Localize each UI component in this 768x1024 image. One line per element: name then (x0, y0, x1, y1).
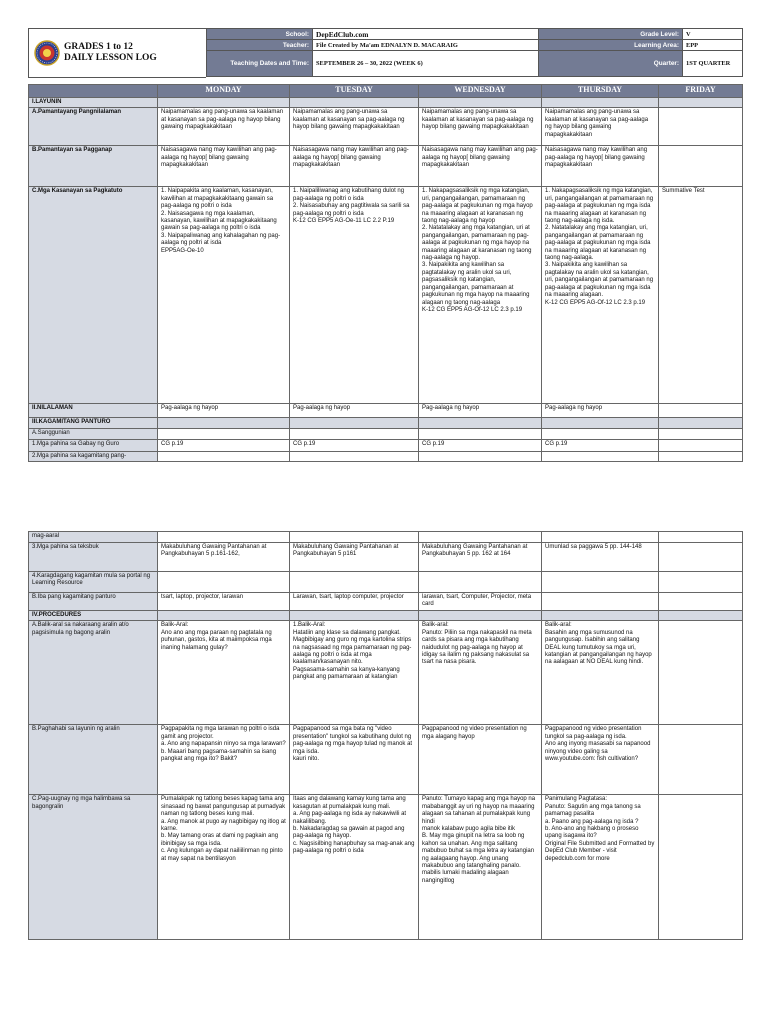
day-header-tuesday: TUESDAY (290, 85, 419, 98)
brand-block (28, 28, 206, 78)
section-cell (419, 98, 542, 108)
cell-thursday: Panimulang Pagtatasa: Panuto: Sagutin ang mga tanong sa pamamag pasalita a. Paano ang pag-aalaga ng isda ? b. Ano-ano ang hakbang o proseso upang isagawa ito? Original File Submitted and Formatted by DepEd Club Member - visit depedclub.com for more (542, 795, 659, 940)
table-row (29, 428, 743, 439)
cell-monday: 1. Naipapakita ang kaalaman, kasanayan, kawilihan at mapagkakakitaang gawain sa pag-aalaga ng poltri o isda 2. Naisasagawa ng mga kaalaman, kasanayan, kawilihan at mapagkakakitaang gawain sa pag-aalaga ng poltri o isda 3. Naipapaliwanag ang kahalagahan ng pag-aalaga ng poltri at isda EPP5AG-Oe-10 (158, 187, 290, 404)
section-cell (419, 418, 542, 428)
cell-friday (659, 543, 743, 572)
cell-thursday: Umunlad sa paggawa 5 pp. 144-148 (542, 543, 659, 572)
learning-area-value: EPP (682, 39, 743, 51)
cell-tuesday: Pagpapanood sa mga bata ng "video presentation" tungkol sa kabutihang dulot ng pag-aalaga ng mga hayop tulad ng manok at mga isda. kauri nito. (290, 725, 419, 795)
row-label: 2.Mga pahina sa kagamitang pang- (29, 451, 158, 461)
cell-thursday (542, 451, 659, 461)
cell-monday: Pag-aalaga ng hayop (158, 404, 290, 418)
cell-tuesday (290, 532, 419, 543)
cell-monday (158, 428, 290, 439)
cell-wednesday: Pag-aalaga ng hayop (419, 404, 542, 418)
teacher-value: File Created by Ma'am EDNALYN D. MACARAIG (312, 39, 539, 51)
teaching-dates-value: SEPTEMBER 26 – 30, 2022 (WEEK 6) (312, 50, 539, 77)
header-info-grid (206, 28, 742, 78)
learning-area-label: Learning Area: (538, 39, 683, 51)
cell-tuesday: Makabuluhang Gawaing Pantahanan at Pangkabuhayan 5 p161 (290, 543, 419, 572)
table-row (29, 108, 743, 146)
cell-wednesday: Makabuluhang Gawaing Pantahanan at Pangkabuhayan 5 pp. 162 at 164 (419, 543, 542, 572)
grade-level-label: Grade Level: (538, 28, 683, 40)
cell-friday (659, 146, 743, 187)
cell-friday (659, 439, 743, 451)
teacher-label: Teacher: (206, 39, 313, 51)
cell-friday (659, 404, 743, 418)
cell-friday (659, 451, 743, 461)
cell-friday (659, 108, 743, 146)
row-label: C.Mga Kasanayan sa Pagkatuto (29, 187, 158, 404)
day-header-friday: FRIDAY (659, 85, 743, 98)
cell-monday: tsart, laptop, projector, larawan (158, 593, 290, 611)
table-row (29, 146, 743, 187)
cell-thursday: Pag-aalaga ng hayop (542, 404, 659, 418)
section-cell (542, 611, 659, 621)
table-row (29, 451, 743, 461)
row-label: C.Pag-uugnay ng mga halimbawa sa bagongralin (29, 795, 158, 940)
section-cell (158, 98, 290, 108)
row-label: mag-aaral (29, 532, 158, 543)
cell-monday: Pumalakpak ng tatlong beses kapag tama ang sinasaad ng bawat pangungusap at pumadyak naman ng tatlong beses kung mali. a. Ang manok at pugo ay nagbibigay ng itlog at karne. b. May tamang oras at dami ng pagkain ang ibinibigay sa mga isda. c. Ang kulungan ay dapat nailiilinman ng pinto at may sapat na bentilasyon (158, 795, 290, 940)
title-grades: GRADES 1 to 12 (64, 42, 133, 52)
cell-friday (659, 428, 743, 439)
teaching-dates-label: Teaching Dates and Time: (206, 50, 313, 77)
lesson-table-page-2 (28, 531, 743, 940)
cell-friday (659, 572, 743, 593)
school-value: DepEdClub.com (312, 28, 539, 40)
cell-tuesday: 1. Naipaliliwanag ang kabutihang dulot ng pag-aalaga ng poltri o isda 2. Naisasabuhay ang pagtitiwala sa sarili sa pag-aalaga ng poltri o isda K-12 CG EPP5 AG-Oe-11 LC 2.2 P.19 (290, 187, 419, 404)
table-row (29, 187, 743, 404)
cell-wednesday: Naipamamalas ang pang-unawa sa kaalaman at kasanayan sa pag-aalaga ng hayop bilang gawaing mapagkakakitaan (419, 108, 542, 146)
lesson-log-page-2 (28, 531, 742, 940)
cell-thursday (542, 593, 659, 611)
quarter-value: 1ST QUARTER (682, 50, 743, 77)
table-row (29, 572, 743, 593)
cell-monday: Makabuluhang Gawaing Pantahanan at Pangkabuhayan 5 p.161-162, (158, 543, 290, 572)
cell-wednesday (419, 532, 542, 543)
cell-wednesday: Panuto: Tumayo kapag ang mga hayop na mababanggit ay uri ng hayop na maaaring alagaan sa tahanan at pumalakpak kung hindi manok kalabaw pugo agila bibe itik B. May mga ginupit na letra sa loob ng kahon sa unahan. Ang mga salitang mabubuo buhat sa mga letra ay katangian ng aalagaang hayop. Ang unang makabubuo ang tatanghaling panalo. mabilis lumaki madaling alagaan nangingitlog (419, 795, 542, 940)
section-cell (290, 98, 419, 108)
section-cell (659, 418, 743, 428)
cell-wednesday (419, 428, 542, 439)
cell-wednesday: Naisasagawa nang may kawilihan ang pag-aalaga ng hayop[ bilang gawaing mapagkakakitaan (419, 146, 542, 187)
school-label: School: (206, 28, 313, 40)
header-blank-cell (29, 85, 158, 98)
row-label: II.NILALAMAN (29, 404, 158, 418)
row-label: B.Pamantayan sa Pagganap (29, 146, 158, 187)
cell-wednesday (419, 572, 542, 593)
section-row (29, 418, 743, 428)
cell-thursday: CG p.19 (542, 439, 659, 451)
cell-thursday: Pagpapanood ng video presentation tungkol sa pag-aalaga ng isda. Ano ang inyong masasabi sa napanood ninyong video galing sa www.youtube.com: fish cultivation? (542, 725, 659, 795)
cell-monday (158, 572, 290, 593)
cell-tuesday (290, 451, 419, 461)
grade-level-value: V (682, 28, 743, 40)
cell-tuesday: Pag-aalaga ng hayop (290, 404, 419, 418)
cell-friday (659, 593, 743, 611)
day-header-thursday: THURSDAY (542, 85, 659, 98)
cell-monday: CG p.19 (158, 439, 290, 451)
section-cell (659, 611, 743, 621)
cell-tuesday (290, 428, 419, 439)
lesson-log-page-1 (28, 28, 742, 462)
table-row (29, 543, 743, 572)
cell-thursday (542, 532, 659, 543)
section-label: IV.PROCEDURES (29, 611, 158, 621)
cell-thursday (542, 428, 659, 439)
cell-tuesday: CG p.19 (290, 439, 419, 451)
cell-thursday: Naisasagawa nang may kawilihan ang pag-aalaga ng hayop[ bilang gawaing mapagkakakitaan (542, 146, 659, 187)
cell-tuesday: Larawan, tsart, laptop computer, projector (290, 593, 419, 611)
section-cell (158, 611, 290, 621)
section-row (29, 611, 743, 621)
row-label: 3.Mga pahina sa teksbuk (29, 543, 158, 572)
table-row (29, 439, 743, 451)
cell-wednesday: larawan, tsart, Computer, Projector, meta card (419, 593, 542, 611)
cell-monday (158, 451, 290, 461)
table-row (29, 404, 743, 418)
cell-wednesday: Balik-aral: Panuto: Piliin sa mga nakapaskil na meta cards sa pisara ang mga kabutihang naidudulot ng pag-aalaga ng hayop at idigay sa ilalim ng paksang nakasulat sa tsart na nasa pisara. (419, 621, 542, 725)
table-row (29, 795, 743, 940)
log-header (28, 28, 742, 78)
cell-friday (659, 725, 743, 795)
section-cell (419, 611, 542, 621)
day-header-monday: MONDAY (158, 85, 290, 98)
table-row (29, 532, 743, 543)
cell-monday: Balik-Aral: Ano ano ang mga paraan ng pagtatala ng puhunan, gastos, kita at maiimpoksa mga inaning halamang gulay? (158, 621, 290, 725)
cell-thursday: Balik-aral: Basahin ang mga sumusunod na pangungusap. Isabihin ang salitang DEAL kung tumutukoy sa mga uri, katangian at pangangailangan ng hayop na aalagaan at NO DEAL kung hindi. (542, 621, 659, 725)
row-label: A.Balik-aral sa nakaraang aralin at/o pagsisimula ng bagong aralin (29, 621, 158, 725)
row-label: A.Sanggunian (29, 428, 158, 439)
cell-friday: Summative Test (659, 187, 743, 404)
section-row (29, 98, 743, 108)
table-row (29, 725, 743, 795)
section-cell (659, 98, 743, 108)
cell-tuesday: 1.Balik-Aral: Hatatiin ang klase sa dalawang pangkat. Magbibigay ang guro ng mga kartolina strips na nagsasaad ng mga pamamaraan ng pag-aalaga ng poltri o isda at mga kaalaman/kasanayan nito. Pagsasama-samahin sa kanya-kanyang pangkat ang pamamaraan at katangian (290, 621, 419, 725)
table-row (29, 621, 743, 725)
cell-wednesday: 1. Nakapagsasaliksik ng mga katangian, uri, pangangailangan, pamamaraan ng pag-aalaga at pagkukunan ng mga hayop na maaaring alagaan at karanasan ng taong nag-aalaga ng hayop 2. Natatalakay ang mga katangian, uri at pangangailangan, pamamaraan ng pag-aalaga at pagkukunan ng mga hayop na maaaring alagaan at karanasan ng taong nag-aalaga ng hayop. 3. Naipakikita ang kawilihan sa pagtatalakay ng aralin ukol sa uri, pagsasaliksik ng katangian, pangangailangan, pamamaraan at pagkukunan ng mga hayop na maaaring alagaan ng taong nag-aalaga K-12 CG EPP5 AG-Of-12 LC 2.3 p.19 (419, 187, 542, 404)
section-cell (158, 418, 290, 428)
row-label: 1.Mga pahina sa Gabay ng Guro (29, 439, 158, 451)
section-cell (290, 418, 419, 428)
table-row (29, 593, 743, 611)
cell-tuesday: Naisasagawa nang may kawilihan ang pag-aalaga ng hayop[ bilang gawaing mapagkakakitaan (290, 146, 419, 187)
cell-monday: Pagpapakita ng mga larawan ng poltri o isda gamit ang projector. a. Ano ang napapansin ninyo sa mga larawan? b. Maaari bang pagsama-samahin sa isang pangkat ang mga ito? Bakit? (158, 725, 290, 795)
section-cell (542, 98, 659, 108)
cell-tuesday: Naipamamalas ang pang-unawa sa kaalaman at kasanayan sa pag-aalaga ng hayop bilang gawaing mapagkakakitaan (290, 108, 419, 146)
cell-thursday (542, 572, 659, 593)
cell-friday (659, 795, 743, 940)
row-label: A.Pamantayang Pangnilalaman (29, 108, 158, 146)
title-daily-lesson-log: DAILY LESSON LOG (64, 53, 157, 63)
cell-friday (659, 621, 743, 725)
deped-seal-icon (34, 40, 60, 66)
cell-monday: Naipamamalas ang pang-unawa sa kaalaman at kasanayan sa pag-aalaga ng hayop bilang gawaing mapagkakakitaan (158, 108, 290, 146)
cell-wednesday: CG p.19 (419, 439, 542, 451)
section-cell (290, 611, 419, 621)
quarter-label: Quarter: (538, 50, 683, 77)
row-label: 4.Karagdagang kagamitan mula sa portal ng Learning Resource (29, 572, 158, 593)
cell-thursday: Naipamamalas ang pang-unawa sa kaalaman at kasanayan sa pag-aalaga ng hayop bilang gawaing mapagkakakitaan (542, 108, 659, 146)
cell-wednesday (419, 451, 542, 461)
lesson-table-page-1 (28, 84, 743, 462)
cell-thursday: 1. Nakapagsasaliksik ng mga katangian, uri, pangangailangan at pamamaraan ng pag-aalaga at pagkukunan ng mga isda na maaaring alagaan at karanasan ng taong nag-aalaga ng isda. 2. Natatalakay ang mga katangian, uri, pangangailangan at pamamaraan ng pag-aalaga at pagkukunan ng mga isda na maaaring alagaan at karanasan ng taong nag-aalaga. 3. Naipakikita ang kawilihan sa pagtalakay na aralin ukol sa katangian, uri, pangangailangan at pamamaraan ng pag-aalaga at pagkukunan ng mga isda na maaaring alagaan. K-12 CG EPP5 AG-Of-12 LC 2.3 p.19 (542, 187, 659, 404)
section-cell (542, 418, 659, 428)
cell-tuesday (290, 572, 419, 593)
section-label: III.KAGAMITANG PANTURO (29, 418, 158, 428)
day-header-wednesday: WEDNESDAY (419, 85, 542, 98)
cell-monday (158, 532, 290, 543)
row-label: B.Paghahabi sa layunin ng aralin (29, 725, 158, 795)
row-label: B.Iba pang kagamitang panturo (29, 593, 158, 611)
cell-tuesday: Itaas ang dalawang kamay kung tama ang kasagutan at pumalakpak kung mali. a. Ang pag-aalaga ng isda ay nakawiwili at nakalilibang. b. Nakadaragdag sa gawain at pagod ang pag-aalaga ng hayop. c. Nagsisilbing hanapbuhay sa mag-anak ang pag-aalaga ng poltri o isda (290, 795, 419, 940)
cell-monday: Naisasagawa nang may kawilihan ang pag-aalaga ng hayop[ bilang gawaing mapagkakakitaan (158, 146, 290, 187)
section-label: I.LAYUNIN (29, 98, 158, 108)
cell-wednesday: Pagpapanood ng video presentation ng mga alagang hayop (419, 725, 542, 795)
day-header-row (29, 85, 743, 98)
cell-friday (659, 532, 743, 543)
